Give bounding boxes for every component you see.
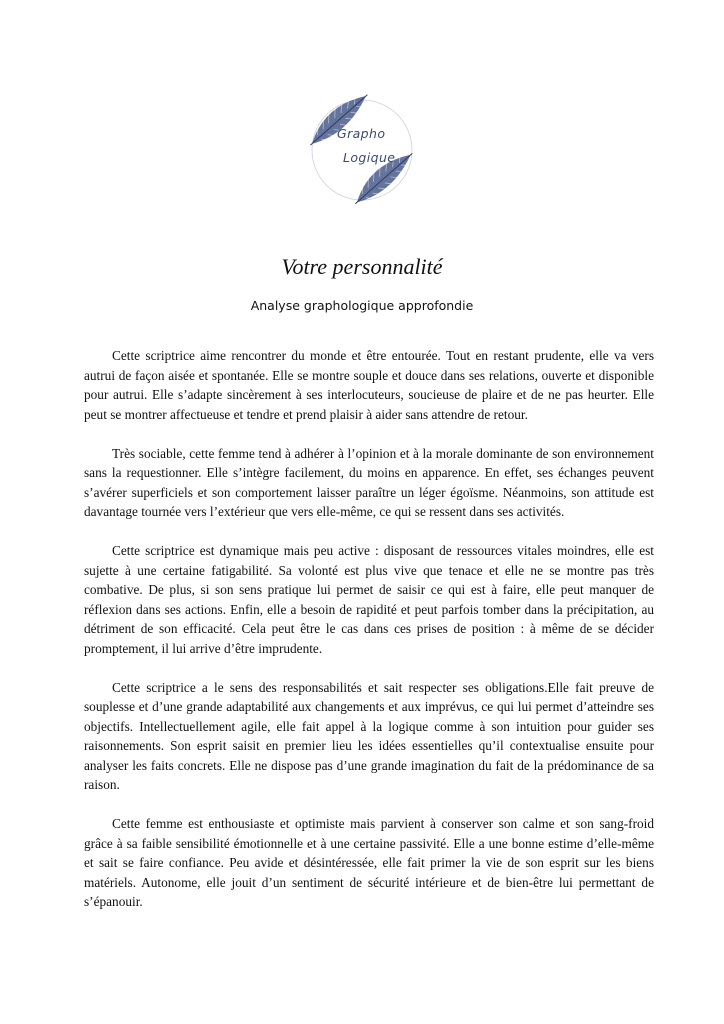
- page-title: Votre personnalité: [281, 254, 443, 279]
- paragraph: Cette scriptrice est dynamique mais peu active : disposant de ressources vitales moindres, elle est sujette à une certaine fatigabilité. Sa volonté est plus vive que tenace et elle ne se montre pas très combative. De plus, si son sens pratique lui permet de saisir ce qui est à faire, elle peut manquer de réflexion dans ses actions. Enfin, elle a besoin de rapidité et peut parfois tomber dans la précipitation, au détriment de son efficacité. Cela peut être le cas dans ces prises de position : à même de se décider promptement, il lui arrive d’être imprudente.: [84, 543, 654, 656]
- logo-text-line2: Logique: [343, 150, 396, 165]
- paragraph: Cette scriptrice aime rencontrer du monde et être entourée. Tout en restant prudente, elle va vers autrui de façon aisée et spontanée. Elle se montre souple et douce dans ses relations, ouverte et disponible pour autrui. Elle s’adapte sincèrement à ses interlocuteurs, soucieuse de plaire et de ne pas heurter. Elle peut se montrer affectueuse et tendre et prend plaisir à aider sans attendre de retour.: [84, 348, 654, 422]
- logo-text-line1: Grapho: [337, 126, 386, 141]
- analysis-body: [84, 346, 654, 931]
- grapho-logique-logo: [298, 86, 426, 214]
- paragraph: Cette scriptrice a le sens des responsabilités et sait respecter ses obligations.Elle fait preuve de souplesse et d’une grande adaptabilité aux changements et aux imprévus, ce qui lui permet d’atteindre ses objectifs. Intellectuellement agile, elle fait appel à la logique comme à son intuition pour guider ses raisonnements. Son esprit saisit en premier lieu les idées essentielles qu’il contextualise ensuite pour analyser les faits concrets. Elle ne dispose pas d’une grande imagination du fait de la prédominance de sa raison.: [84, 679, 654, 792]
- paragraph: Cette femme est enthousiaste et optimiste mais parvient à conserver son calme et son sang-froid grâce à sa faible sensibilité émotionnelle et à une certaine passivité. Elle a une bonne estime d’elle-même et sait se faire confiance. Peu avide et désintéressée, elle fait primer la vie de son esprit sur les biens matériels. Autonome, elle jouit d’un sentiment de sécurité intérieure et de bien-être lui permettant de s’épanouir.: [84, 816, 654, 909]
- page-subtitle: Analyse graphologique approfondie: [250, 298, 474, 313]
- paragraph: Très sociable, cette femme tend à adhérer à l’opinion et à la morale dominante de son environnement sans la requestionner. Elle s’intègre facilement, du moins en apparence. En effet, ses échanges peuvent s’avérer superficiels et son comportement laisser paraître un léger égoïsme. Néanmoins, son attitude est davantage tournée vers l’extérieur que vers elle-même, ce qui se ressent dans ses activités.: [84, 445, 654, 519]
